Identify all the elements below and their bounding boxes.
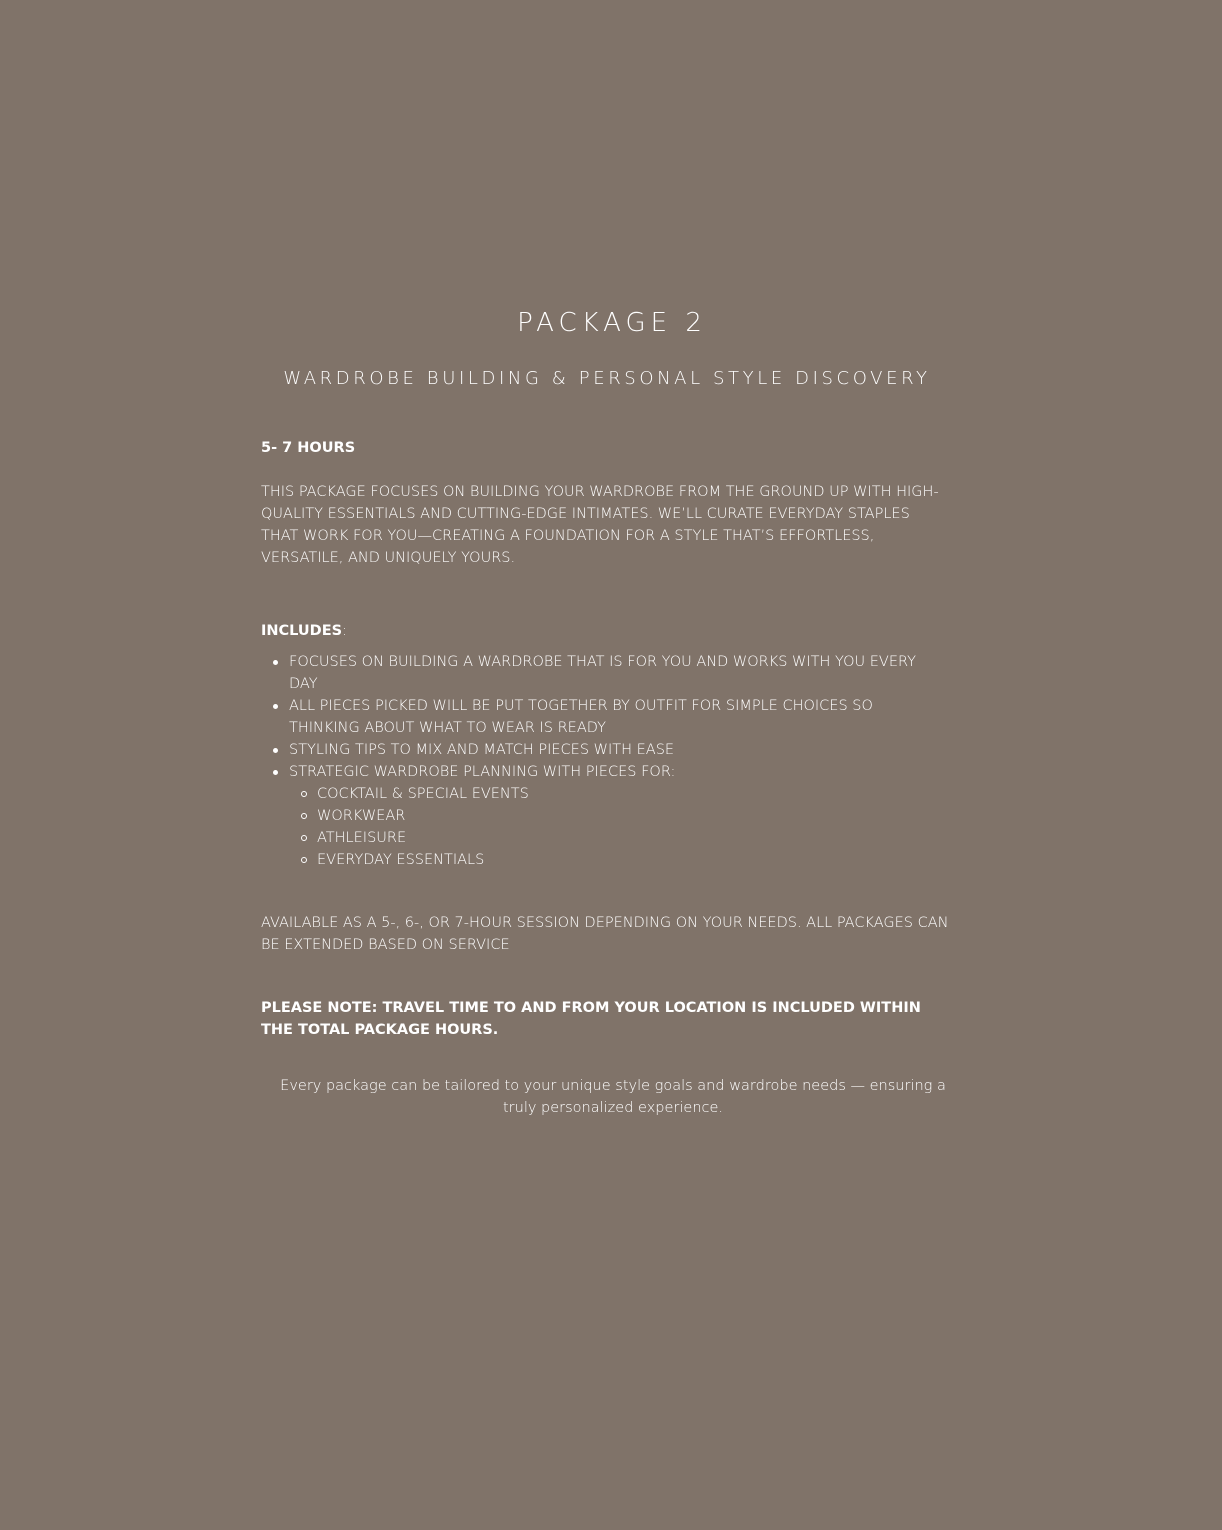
package-hours: 5- 7 HOURS: [261, 440, 356, 456]
package-description: THIS PACKAGE FOCUSES ON BUILDING YOUR WARDROBE FROM THE GROUND UP WITH HIGH-QUALITY ESSENTIALS AND CUTTING-EDGE INTIMATES. WE’LL CURATE EVERYDAY STAPLES THAT WORK FOR YOU—CREATING A FOUNDATION FOR A STYLE THAT’S EFFORTLESS, VERSATILE, AND UNIQUELY YOURS.: [261, 484, 939, 566]
planning-sublist: [289, 783, 939, 871]
page-title: PACKAGE 2: [517, 308, 707, 338]
list-item-planning: [289, 761, 939, 871]
list-item: ALL PIECES PICKED WILL BE PUT TOGETHER BY OUTFIT FOR SIMPLE CHOICES SO THINKING ABOUT WHAT TO WEAR IS READY: [289, 695, 939, 739]
closing-text: Every package can be tailored to your unique style goals and wardrobe needs — ensuring a truly personalized experience.: [280, 1078, 946, 1116]
sub-list-item: WORKWEAR: [317, 805, 939, 827]
includes-list: [261, 651, 939, 871]
includes-heading: [261, 620, 953, 642]
sub-list-item: EVERYDAY ESSENTIALS: [317, 849, 939, 871]
sub-list-item: ATHLEISURE: [317, 827, 939, 849]
includes-label: INCLUDES: [261, 623, 343, 639]
includes-colon: :: [342, 623, 347, 639]
list-item: FOCUSES ON BUILDING A WARDROBE THAT IS FOR YOU AND WORKS WITH YOU EVERY DAY: [289, 651, 939, 695]
list-item-label: STRATEGIC WARDROBE PLANNING WITH PIECES FOR:: [289, 764, 676, 780]
sub-list-item: COCKTAIL & SPECIAL EVENTS: [317, 783, 939, 805]
travel-note: PLEASE NOTE: TRAVEL TIME TO AND FROM YOUR LOCATION IS INCLUDED WITHIN THE TOTAL PACKAGE HOURS.: [261, 1000, 921, 1038]
list-item: STYLING TIPS TO MIX AND MATCH PIECES WITH EASE: [289, 739, 939, 761]
page-subtitle: WARDROBE BUILDING & PERSONAL STYLE DISCOVERY: [283, 368, 931, 389]
availability-text: AVAILABLE AS A 5-, 6-, OR 7-HOUR SESSION DEPENDING ON YOUR NEEDS. ALL PACKAGES CAN BE EXTENDED BASED ON SERVICE: [261, 915, 949, 953]
